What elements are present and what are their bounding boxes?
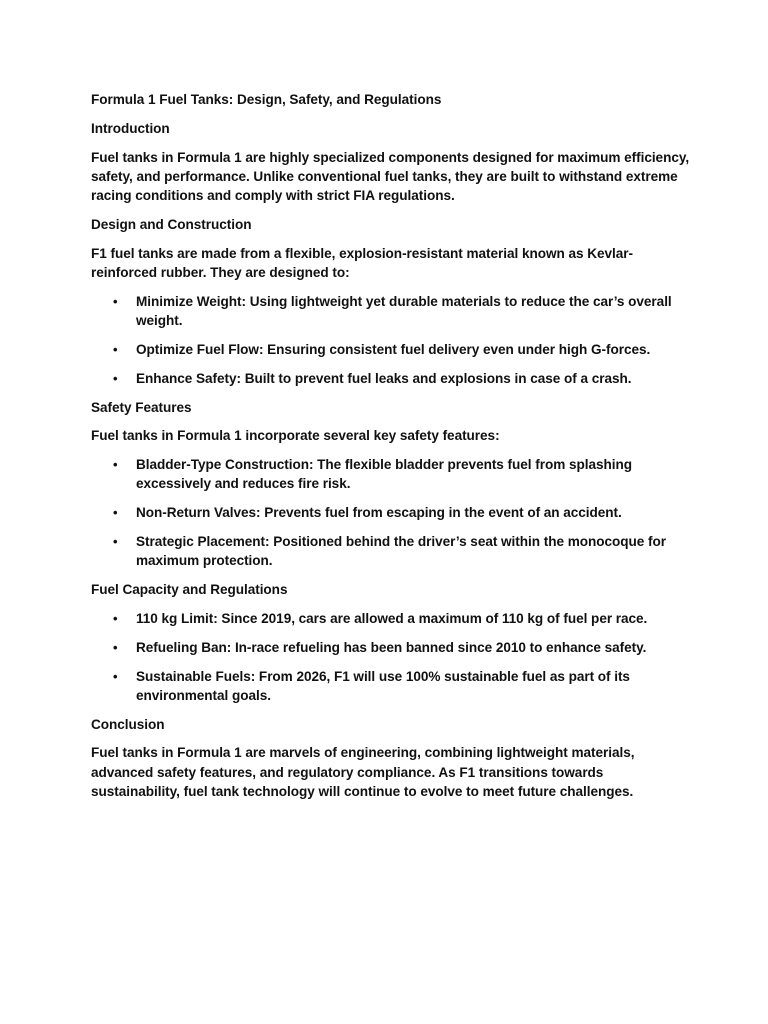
list-item-text: Strategic Placement: Positioned behind the driver’s seat within the monocoque for maximum protection. [136,534,666,569]
bullet-glyph: • [113,610,118,626]
safety-list [91,455,691,570]
paragraph-conclusion: Fuel tanks in Formula 1 are marvels of engineering, combining lightweight materials, advanced safety features, and regulatory compliance. As F1 transitions towards sustainability, fuel tank technology will continue to evolve to meet future challenges. [91,745,635,800]
list-item-text: Bladder-Type Construction: The flexible bladder prevents fuel from splashing excessively and reduces fire risk. [136,457,632,492]
heading-safety: Safety Features [91,399,192,415]
bullet-glyph: • [113,639,118,655]
document-title: Formula 1 Fuel Tanks: Design, Safety, and Regulations [91,92,442,107]
list-item-text: Enhance Safety: Built to prevent fuel leaks and explosions in case of a crash. [136,370,632,386]
list-item [91,609,691,628]
list-item-text: Non-Return Valves: Prevents fuel from escaping in the event of an accident. [136,505,622,521]
list-item [91,455,691,494]
list-item-text: Optimize Fuel Flow: Ensuring consistent fuel delivery even under high G-forces. [136,341,651,357]
document-page [91,90,691,811]
heading-design: Design and Construction [91,216,252,232]
list-item [91,340,691,359]
paragraph-introduction: Fuel tanks in Formula 1 are highly specialized components designed for maximum efficiency, safety, and performance. Unlike conventional fuel tanks, they are built to withstand extreme racing conditions and comply with strict FIA regulations. [91,149,690,204]
bullet-glyph: • [113,505,118,521]
design-list [91,292,691,388]
heading-introduction: Introduction [91,120,170,136]
list-item [91,292,691,331]
list-item [91,503,691,522]
bullet-glyph: • [113,668,118,684]
list-item [91,532,691,571]
capacity-list [91,609,691,705]
list-item [91,667,691,706]
paragraph-safety: Fuel tanks in Formula 1 incorporate several key safety features: [91,428,500,444]
heading-capacity: Fuel Capacity and Regulations [91,582,288,598]
paragraph-design: F1 fuel tanks are made from a flexible, explosion-resistant material known as Kevlar-reinforced rubber. They are designed to: [91,245,633,281]
bullet-glyph: • [113,293,118,309]
bullet-glyph: • [113,370,118,386]
list-item-text: Sustainable Fuels: From 2026, F1 will use 100% sustainable fuel as part of its environmental goals. [136,668,630,703]
list-item [91,369,691,388]
list-item [91,638,691,657]
bullet-glyph: • [113,534,118,550]
list-item-text: Minimize Weight: Using lightweight yet durable materials to reduce the car’s overall weight. [136,293,672,329]
heading-conclusion: Conclusion [91,716,165,732]
list-item-text: 110 kg Limit: Since 2019, cars are allowed a maximum of 110 kg of fuel per race. [136,610,648,626]
bullet-glyph: • [113,341,118,357]
list-item-text: Refueling Ban: In-race refueling has been banned since 2010 to enhance safety. [136,639,647,655]
bullet-glyph: • [113,457,118,473]
